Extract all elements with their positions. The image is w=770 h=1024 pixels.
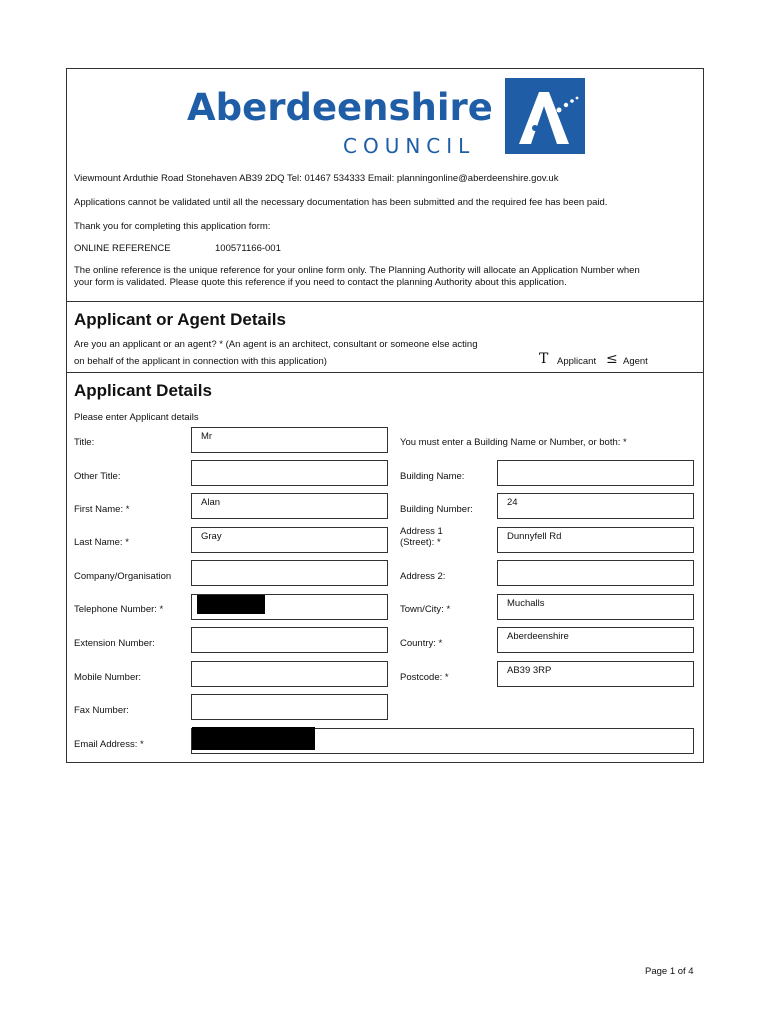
company-field[interactable] <box>191 560 388 586</box>
first-name-label: First Name: * <box>74 504 130 515</box>
country-label: Country: * <box>400 638 443 649</box>
town-value: Muchalls <box>507 598 545 609</box>
applicant-radio[interactable]: T <box>539 351 549 367</box>
agent-question-line-1: Are you an applicant or an agent? * (An agent is an architect, consultant or someone else acting <box>74 339 478 350</box>
section-divider <box>67 301 703 302</box>
title-value: Mr <box>201 431 213 442</box>
mobile-label: Mobile Number: <box>74 672 142 683</box>
extension-label: Extension Number: <box>74 638 155 649</box>
reference-note-line-2: your form is validated. Please quote this reference if you need to contact the planning Authority about this application. <box>74 277 567 288</box>
email-label: Email Address: * <box>74 739 144 750</box>
section-divider <box>67 372 703 373</box>
postcode-label: Postcode: * <box>400 672 449 683</box>
applicant-intro: Please enter Applicant details <box>74 412 199 423</box>
logo-wordmark: Aberdeenshire <box>187 86 493 129</box>
agent-question-line-2: on behalf of the applicant in connection with this application) <box>74 356 327 367</box>
first-name-field[interactable] <box>191 493 388 519</box>
town-label: Town/City: * <box>400 604 451 615</box>
online-reference-value: 100571166-001 <box>215 243 281 254</box>
address-1-label-line-1: Address 1 <box>400 526 443 537</box>
address-line: Viewmount Arduthie Road Stonehaven AB39 2DQ Tel: 01467 534333 Email: planningonline@aberdeenshire.gov.uk <box>74 173 559 184</box>
other-title-field[interactable] <box>191 460 388 486</box>
fax-field[interactable] <box>191 694 388 720</box>
postcode-field[interactable] <box>497 661 694 687</box>
reference-note-line-1: The online reference is the unique reference for your online form only. The Planning Authority will allocate an Application Number when <box>74 265 640 276</box>
online-reference-label: ONLINE REFERENCE <box>74 243 171 254</box>
fax-label: Fax Number: <box>74 705 129 716</box>
telephone-redaction <box>197 595 265 614</box>
building-note: You must enter a Building Name or Number, or both: * <box>400 437 627 448</box>
other-title-label: Other Title: <box>74 471 121 482</box>
last-name-label: Last Name: * <box>74 537 129 548</box>
country-field[interactable] <box>497 627 694 653</box>
building-name-label: Building Name: <box>400 471 465 482</box>
extension-field[interactable] <box>191 627 388 653</box>
agent-section-title: Applicant or Agent Details <box>74 310 286 329</box>
company-label: Company/Organisation <box>74 571 172 582</box>
town-field[interactable] <box>497 594 694 620</box>
title-label: Title: <box>74 437 95 448</box>
page-number: Page 1 of 4 <box>645 966 694 977</box>
building-number-label: Building Number: <box>400 504 473 515</box>
thanks-text: Thank you for completing this application form: <box>74 221 271 232</box>
council-logo-icon <box>505 78 585 154</box>
address-2-field[interactable] <box>497 560 694 586</box>
address-1-field[interactable] <box>497 527 694 553</box>
title-field[interactable] <box>191 427 388 453</box>
address-1-label-line-2: (Street): * <box>400 537 441 548</box>
agent-radio[interactable]: ≤ <box>606 351 618 367</box>
address-2-label: Address 2: <box>400 571 446 582</box>
telephone-label: Telephone Number: * <box>74 604 164 615</box>
country-value: Aberdeenshire <box>507 631 569 642</box>
first-name-value: Alan <box>201 497 221 508</box>
applicant-option-label: Applicant <box>557 356 597 367</box>
validation-note: Applications cannot be validated until all the necessary documentation has been submitted and the required fee has been paid. <box>74 197 608 208</box>
building-number-field[interactable] <box>497 493 694 519</box>
logo-council-text: COUNCIL <box>343 134 476 158</box>
building-number-value: 24 <box>507 497 518 508</box>
last-name-value: Gray <box>201 531 222 542</box>
postcode-value: AB39 3RP <box>507 665 552 676</box>
applicant-section-title: Applicant Details <box>74 381 212 400</box>
building-name-field[interactable] <box>497 460 694 486</box>
email-redaction <box>192 727 315 750</box>
agent-option-label: Agent <box>623 356 648 367</box>
address-1-value: Dunnyfell Rd <box>507 531 562 542</box>
last-name-field[interactable] <box>191 527 388 553</box>
mobile-field[interactable] <box>191 661 388 687</box>
